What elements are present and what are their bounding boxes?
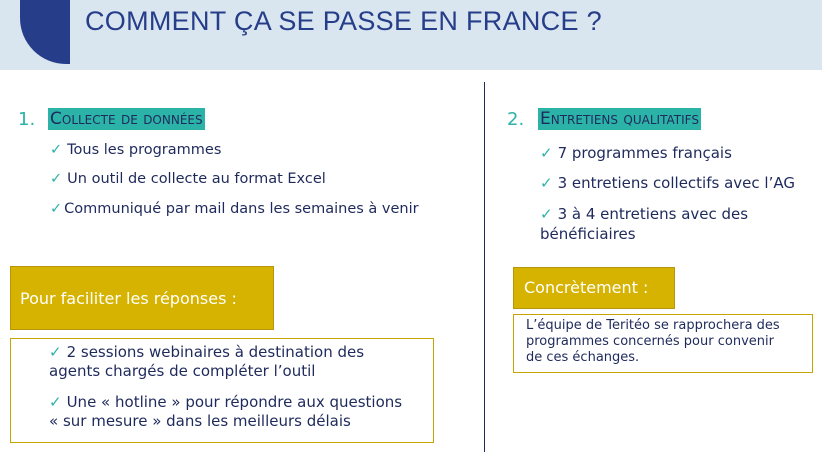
callout-box: [10, 266, 274, 330]
checkmark-icon: ✓: [50, 142, 63, 158]
section-number-2: 2.: [507, 109, 525, 130]
info-box: [10, 338, 434, 443]
checkmark-icon: ✓: [50, 201, 63, 217]
section-heading-1: Collecte de données: [50, 109, 203, 129]
section-number-1: 1.: [18, 109, 36, 130]
info-text-line: programmes concernés pour convenir: [526, 334, 774, 349]
info-text-line: L’équipe de Teritéo se rapprochera des: [526, 318, 780, 333]
callout-box: [513, 267, 675, 309]
info-text-line: de ces échanges.: [526, 350, 640, 365]
list-item: ✓ Communiqué par mail dans les semaines à venir: [50, 201, 419, 217]
list-item: ✓ Un outil de collecte au format Excel: [50, 171, 326, 187]
section-heading-2: Entretiens qualitatifs: [540, 109, 699, 129]
checkmark-icon: ✓: [540, 174, 553, 192]
list-item: ✓ 7 programmes français: [540, 144, 732, 162]
callout-label: Pour faciliter les réponses :: [20, 289, 237, 308]
column-divider: [484, 82, 485, 452]
page-title: COMMENT ÇA SE PASSE EN FRANCE ?: [85, 6, 602, 36]
corner-shape-icon: [20, 0, 70, 64]
checkmark-icon: ✓: [540, 144, 553, 162]
list-item-continuation: « sur mesure » dans les meilleurs délais: [49, 412, 351, 430]
list-item-continuation: bénéficiaires: [540, 225, 636, 243]
info-box: [513, 314, 813, 373]
callout-label: Concrètement :: [524, 278, 649, 297]
list-item: ✓ 3 entretiens collectifs avec l’AG: [540, 174, 795, 192]
list-item: ✓ Une « hotline » pour répondre aux questions: [49, 393, 403, 411]
list-item: ✓ 3 à 4 entretiens avec des: [540, 205, 749, 223]
checkmark-icon: ✓: [49, 393, 62, 411]
header-bar: [0, 0, 822, 70]
list-item: ✓ Tous les programmes: [50, 142, 222, 158]
checkmark-icon: ✓: [50, 171, 63, 187]
list-item: ✓ 2 sessions webinaires à destination des: [49, 343, 365, 361]
list-item-continuation: agents chargés de compléter l’outil: [49, 362, 316, 380]
checkmark-icon: ✓: [49, 343, 62, 361]
checkmark-icon: ✓: [540, 205, 553, 223]
